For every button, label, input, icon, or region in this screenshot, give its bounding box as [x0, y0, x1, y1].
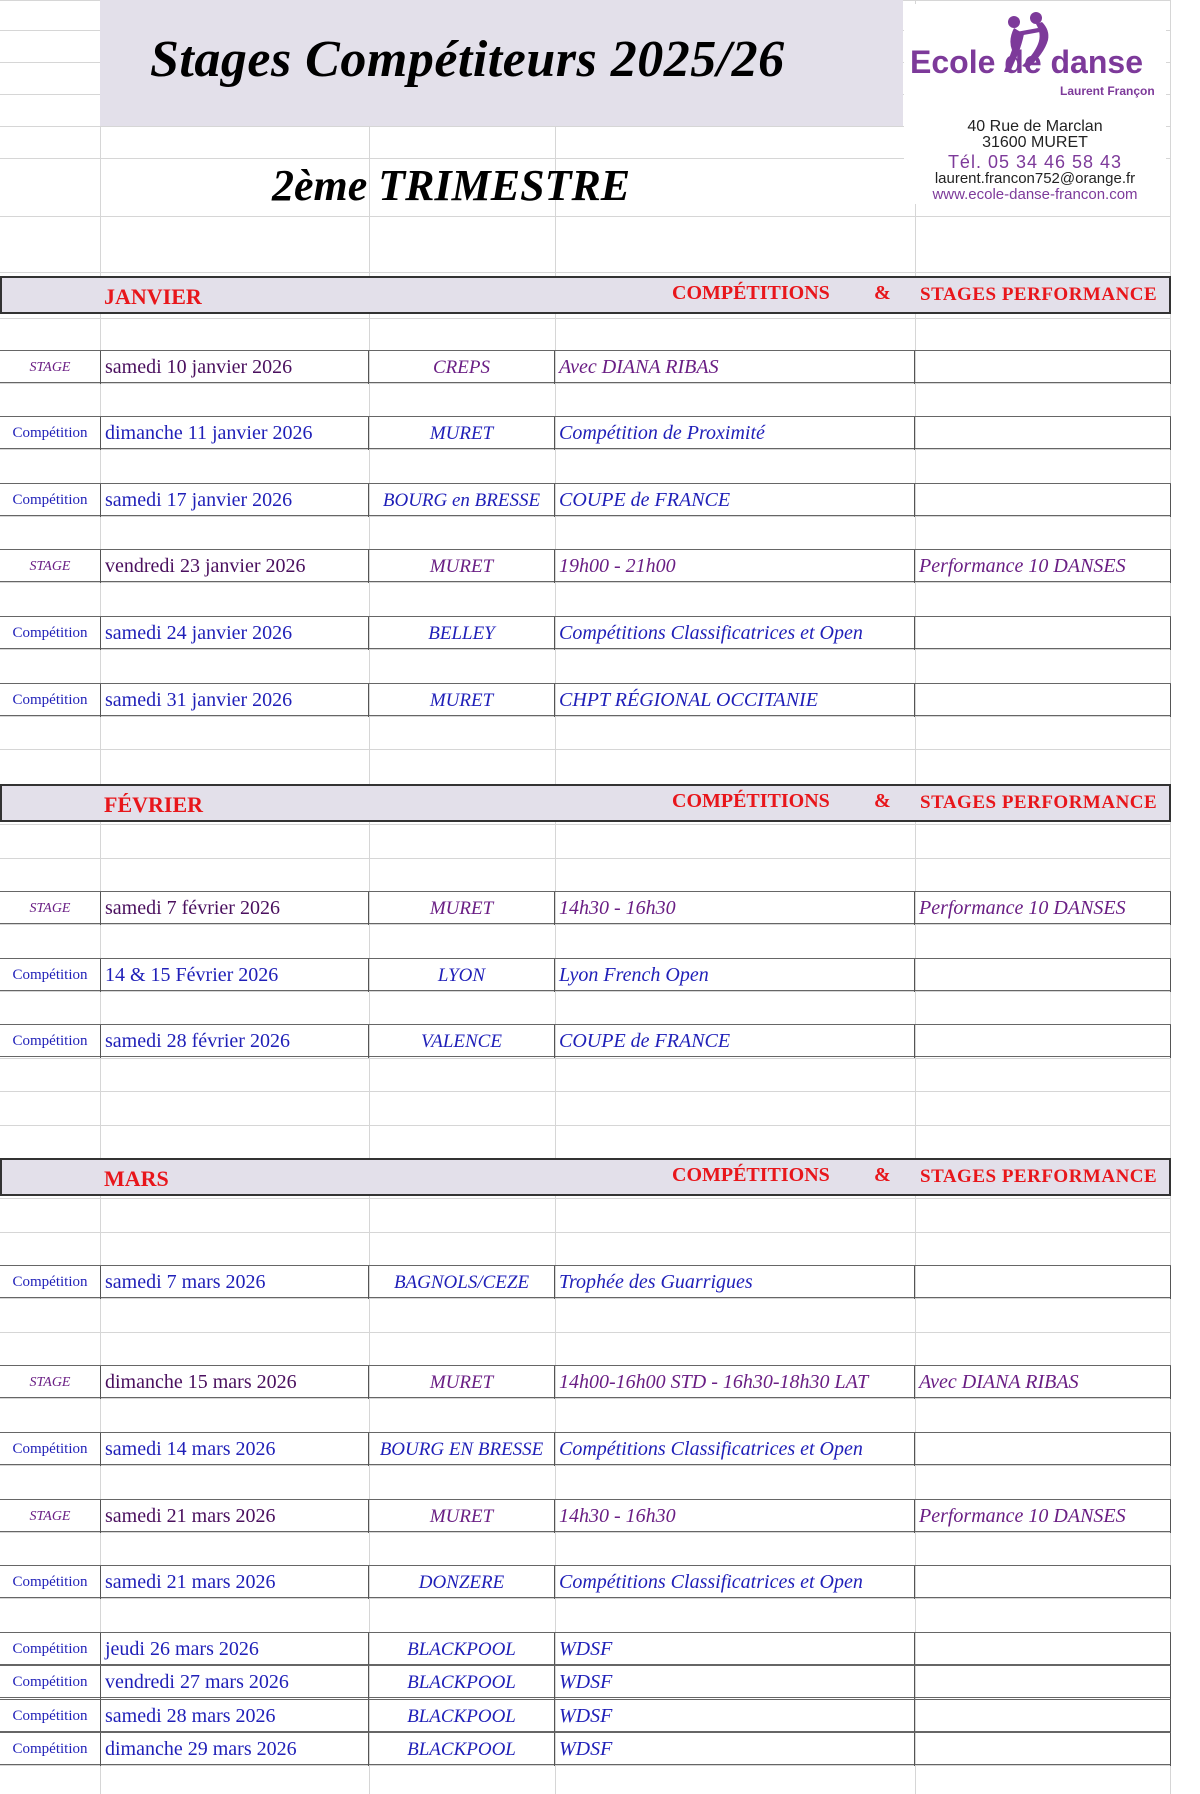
address-street: 40 Rue de Marclan [967, 118, 1103, 135]
month-header-janvier [0, 276, 1171, 314]
event-place: BELLEY [369, 617, 555, 650]
event-date: vendredi 27 mars 2026 [100, 1666, 369, 1699]
table-row [0, 1665, 1171, 1698]
performance-label: STAGES PERFORMANCE [920, 792, 1158, 813]
event-place: BLACKPOOL [369, 1633, 555, 1666]
event-extra [915, 351, 1171, 384]
event-date: samedi 28 février 2026 [100, 1025, 369, 1058]
grid-row-line [0, 1232, 1170, 1233]
table-row [0, 1699, 1171, 1732]
grid-row-line [0, 1198, 1170, 1199]
event-date: dimanche 11 janvier 2026 [100, 417, 369, 450]
event-description: Lyon French Open [555, 959, 915, 992]
event-description: 14h30 - 16h30 [555, 892, 915, 925]
event-place: BOURG EN BRESSE [369, 1433, 555, 1466]
event-type: Compétition [12, 625, 88, 641]
event-description: COUPE de FRANCE [555, 1025, 915, 1058]
competitions-label: COMPÉTITIONS [672, 790, 830, 812]
event-date: samedi 21 mars 2026 [100, 1500, 369, 1533]
event-date: samedi 24 janvier 2026 [100, 617, 369, 650]
month-header-mars [0, 1158, 1171, 1196]
event-date: samedi 14 mars 2026 [100, 1433, 369, 1466]
table-row [0, 549, 1171, 582]
event-place: MURET [369, 550, 555, 583]
grid-row-line [0, 1091, 1170, 1092]
phone-number: Tél. 05 34 46 58 43 [947, 152, 1123, 172]
school-logo [904, 4, 1166, 204]
table-row [0, 1365, 1171, 1398]
event-place: BAGNOLS/CEZE [369, 1266, 555, 1299]
event-extra [915, 1700, 1171, 1733]
event-date: samedi 17 janvier 2026 [100, 484, 369, 517]
event-extra [915, 1566, 1171, 1599]
event-type: Compétition [12, 1441, 88, 1457]
event-place: MURET [369, 1366, 555, 1399]
grid-row-line [0, 272, 1170, 273]
event-extra [915, 1733, 1171, 1766]
table-row [0, 350, 1171, 383]
month-name: JANVIER [104, 284, 202, 309]
event-place: BLACKPOOL [369, 1666, 555, 1699]
grid-row-line [0, 216, 1170, 217]
month-name: FÉVRIER [104, 792, 204, 817]
event-description: Compétition de Proximité [555, 417, 915, 450]
table-row [0, 483, 1171, 516]
event-place: MURET [369, 684, 555, 717]
event-type: Compétition [12, 425, 88, 441]
event-date: samedi 31 janvier 2026 [100, 684, 369, 717]
event-extra: Performance 10 DANSES [915, 550, 1171, 583]
grid-row-line [0, 824, 1170, 825]
table-row [0, 1632, 1171, 1665]
event-place: DONZERE [369, 1566, 555, 1599]
event-type: Compétition [12, 1033, 88, 1049]
school-name: Ecole de danse [910, 44, 1143, 80]
table-row [0, 1565, 1171, 1598]
event-extra: Performance 10 DANSES [915, 1500, 1171, 1533]
event-place: LYON [369, 959, 555, 992]
event-description: CHPT RÉGIONAL OCCITANIE [555, 684, 915, 717]
event-type: Compétition [12, 492, 88, 508]
event-extra [915, 484, 1171, 517]
table-row [0, 683, 1171, 716]
event-extra: Performance 10 DANSES [915, 892, 1171, 925]
table-row [0, 958, 1171, 991]
table-row [0, 891, 1171, 924]
event-extra [915, 959, 1171, 992]
table-row [0, 1732, 1171, 1765]
event-description: WDSF [555, 1633, 915, 1666]
event-type: STAGE [29, 1375, 71, 1390]
event-extra [915, 1633, 1171, 1666]
event-date: samedi 7 février 2026 [100, 892, 369, 925]
grid-row-line [0, 749, 1170, 750]
grid-row-line [0, 1058, 1170, 1059]
event-description: 19h00 - 21h00 [555, 550, 915, 583]
page-subtitle: 2ème TRIMESTRE [272, 161, 631, 210]
event-description: Compétitions Classificatrices et Open [555, 1433, 915, 1466]
event-description: COUPE de FRANCE [555, 484, 915, 517]
grid-row-line [0, 1125, 1170, 1126]
table-row [0, 1499, 1171, 1532]
grid-row-line [0, 1332, 1170, 1333]
event-place: VALENCE [369, 1025, 555, 1058]
event-place: MURET [369, 417, 555, 450]
competitions-label: COMPÉTITIONS [672, 282, 830, 304]
event-type: STAGE [29, 559, 71, 574]
event-description: 14h30 - 16h30 [555, 1500, 915, 1533]
event-description: Trophée des Guarrigues [555, 1266, 915, 1299]
event-date: jeudi 26 mars 2026 [100, 1633, 369, 1666]
event-description: 14h00-16h00 STD - 16h30-18h30 LAT [555, 1366, 915, 1399]
page-title: Stages Compétiteurs 2025/26 [150, 31, 785, 88]
event-type: Compétition [12, 967, 88, 983]
event-description: WDSF [555, 1733, 915, 1766]
event-place: BOURG en BRESSE [369, 484, 555, 517]
performance-label: STAGES PERFORMANCE [920, 284, 1158, 305]
grid-row-line [0, 318, 1170, 319]
event-type: Compétition [12, 1741, 88, 1757]
event-extra [915, 1433, 1171, 1466]
event-date: 14 & 15 Février 2026 [100, 959, 369, 992]
event-place: MURET [369, 892, 555, 925]
table-row [0, 1432, 1171, 1465]
event-extra [915, 1666, 1171, 1699]
event-place: MURET [369, 1500, 555, 1533]
event-extra [915, 1266, 1171, 1299]
event-extra: Avec DIANA RIBAS [915, 1366, 1171, 1399]
table-row [0, 1265, 1171, 1298]
grid-row-line [0, 858, 1170, 859]
event-type: STAGE [29, 360, 71, 375]
table-row [0, 416, 1171, 449]
website-url: www.ecole-danse-francon.com [932, 186, 1138, 203]
event-type: STAGE [29, 901, 71, 916]
event-type: STAGE [29, 1509, 71, 1524]
event-date: samedi 28 mars 2026 [100, 1700, 369, 1733]
month-name: MARS [104, 1166, 169, 1191]
event-description: WDSF [555, 1666, 915, 1699]
performance-label: STAGES PERFORMANCE [920, 1166, 1158, 1187]
event-description: WDSF [555, 1700, 915, 1733]
event-description: Compétitions Classificatrices et Open [555, 617, 915, 650]
ampersand-label: & [874, 1164, 891, 1186]
school-owner: Laurent Françon [1060, 84, 1155, 98]
ampersand-label: & [874, 790, 891, 812]
event-place: BLACKPOOL [369, 1733, 555, 1766]
table-row [0, 616, 1171, 649]
event-type: Compétition [12, 1274, 88, 1290]
month-header-fevrier [0, 784, 1171, 822]
event-type: Compétition [12, 1708, 88, 1724]
table-row [0, 1024, 1171, 1057]
event-extra [915, 684, 1171, 717]
competitions-label: COMPÉTITIONS [672, 1164, 830, 1186]
event-description: Compétitions Classificatrices et Open [555, 1566, 915, 1599]
event-place: CREPS [369, 351, 555, 384]
event-date: samedi 7 mars 2026 [100, 1266, 369, 1299]
event-extra [915, 1025, 1171, 1058]
event-date: samedi 10 janvier 2026 [100, 351, 369, 384]
event-date: dimanche 15 mars 2026 [100, 1366, 369, 1399]
event-type: Compétition [12, 1641, 88, 1657]
address-city: 31600 MURET [982, 134, 1088, 151]
email-address: laurent.francon752@orange.fr [934, 170, 1136, 187]
event-extra [915, 417, 1171, 450]
event-extra [915, 617, 1171, 650]
event-type: Compétition [12, 692, 88, 708]
event-date: vendredi 23 janvier 2026 [100, 550, 369, 583]
event-place: BLACKPOOL [369, 1700, 555, 1733]
event-description: Avec DIANA RIBAS [555, 351, 915, 384]
event-type: Compétition [12, 1574, 88, 1590]
event-type: Compétition [12, 1674, 88, 1690]
ampersand-label: & [874, 282, 891, 304]
event-date: dimanche 29 mars 2026 [100, 1733, 369, 1766]
event-date: samedi 21 mars 2026 [100, 1566, 369, 1599]
